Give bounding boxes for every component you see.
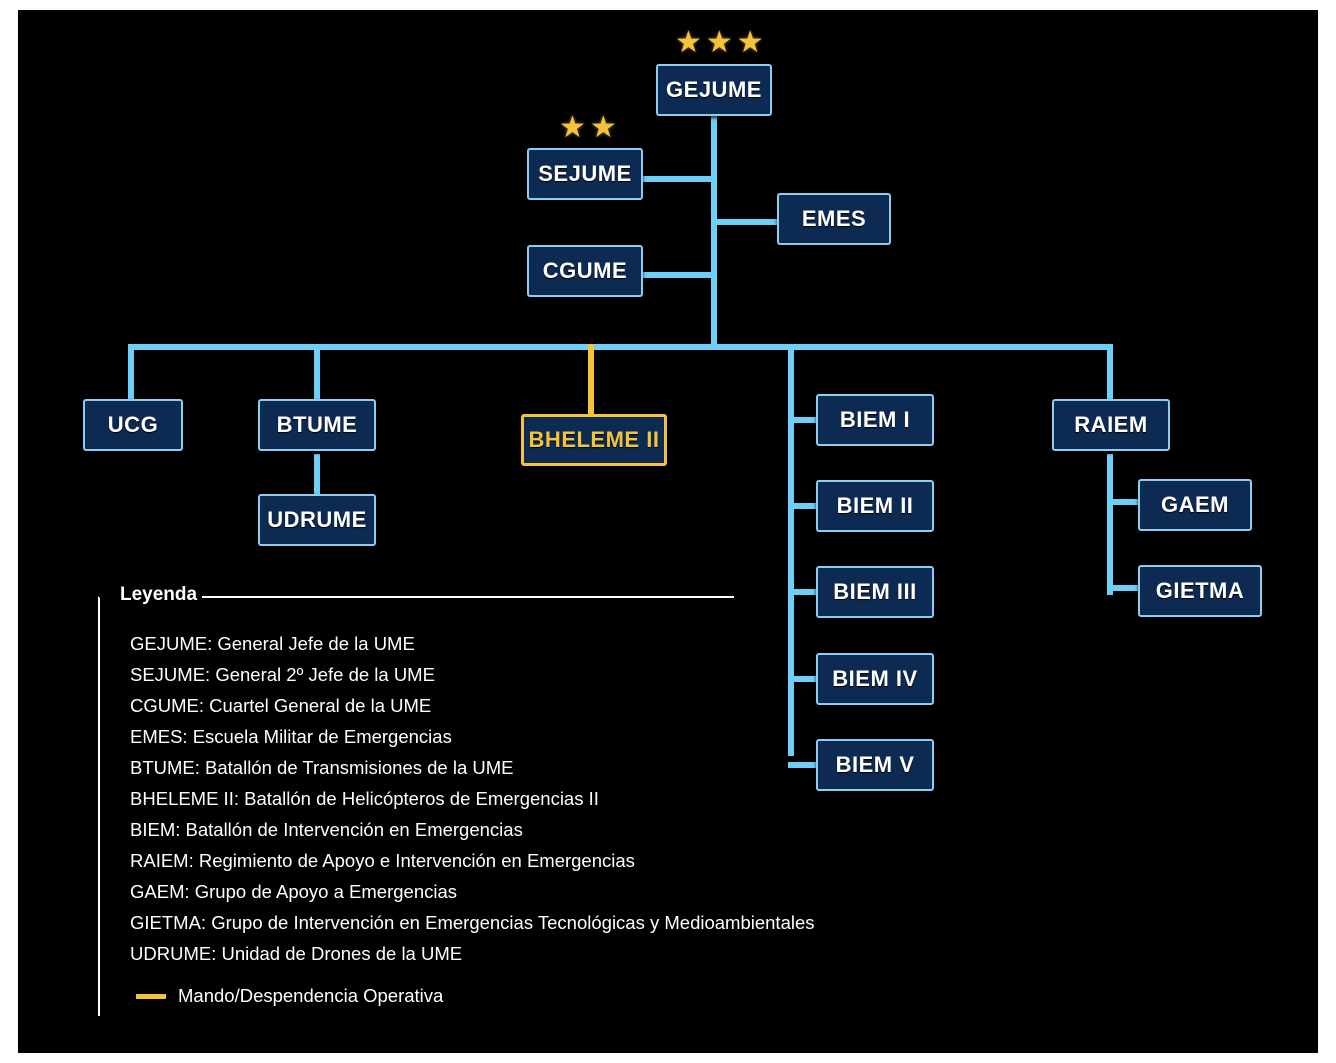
operational-line-swatch — [136, 994, 166, 999]
node-gietma[interactable] — [1138, 565, 1262, 617]
connector-gejume-spine — [711, 115, 717, 350]
connector-drop-btume — [314, 344, 320, 406]
node-bheleme-ii[interactable] — [521, 414, 667, 466]
connector-drop-ucg — [128, 344, 134, 406]
legend-item: BIEM: Batallón de Intervención en Emergencias — [130, 819, 523, 840]
node-biem-iv-label: BIEM IV — [832, 666, 918, 691]
connector-raiem-vertical — [1107, 454, 1113, 595]
node-gaem[interactable] — [1138, 479, 1252, 531]
connector-horizontal-bus — [128, 344, 1113, 350]
node-biem-i-label: BIEM I — [839, 407, 911, 432]
node-biem-i[interactable] — [816, 394, 934, 446]
node-raiem-label: RAIEM — [1074, 412, 1148, 437]
connector-gaem — [1107, 499, 1141, 505]
legend-item: GEJUME: General Jefe de la UME — [130, 633, 415, 654]
node-cgume[interactable] — [527, 245, 643, 297]
legend-frame-top-line — [202, 596, 734, 598]
legend-item: SEJUME: General 2º Jefe de la UME — [130, 664, 435, 685]
legend-item: GAEM: Grupo de Apoyo a Emergencias — [130, 881, 458, 902]
node-biem-ii-label: BIEM II — [836, 493, 914, 518]
node-btume[interactable] — [258, 399, 376, 451]
legend-item: RAIEM: Regimiento de Apoyo e Intervención en Emergencias — [130, 850, 635, 871]
node-biem-ii[interactable] — [816, 480, 934, 532]
node-udrume[interactable] — [258, 494, 376, 546]
legend-item: BTUME: Batallón de Transmisiones de la UME — [130, 757, 514, 778]
legend-item: CGUME: Cuartel General de la UME — [130, 695, 432, 716]
node-biem-v-label: BIEM V — [835, 752, 915, 777]
node-gietma-label: GIETMA — [1155, 578, 1245, 603]
legend-list — [130, 628, 815, 969]
node-ucg[interactable] — [83, 399, 183, 451]
connector-drop-bheleme — [588, 344, 594, 422]
legend-item: BHELEME II: Batallón de Helicópteros de Emergencias II — [130, 788, 599, 809]
node-cgume-label: CGUME — [542, 258, 628, 283]
legend-item: UDRUME: Unidad de Drones de la UME — [130, 943, 463, 964]
sejume-stars: ★★ — [559, 111, 621, 144]
node-gejume[interactable] — [656, 64, 772, 116]
node-biem-iii-label: BIEM III — [833, 579, 917, 604]
node-gejume-label: GEJUME — [666, 77, 762, 102]
node-btume-label: BTUME — [276, 412, 358, 437]
node-udrume-label: UDRUME — [267, 507, 367, 532]
gejume-stars: ★★★ — [675, 26, 768, 59]
legend-operational-label: Mando/Despendencia Operativa — [178, 985, 444, 1006]
organization-chart — [18, 10, 1318, 1053]
legend-title: Leyenda — [120, 584, 198, 605]
node-sejume-label: SEJUME — [538, 161, 632, 186]
node-emes[interactable] — [777, 193, 891, 245]
connector-drop-raiem — [1107, 344, 1113, 406]
node-emes-label: EMES — [801, 206, 867, 231]
legend-item: GIETMA: Grupo de Intervención en Emergencias Tecnológicas y Medioambientales — [130, 912, 815, 933]
connector-emes — [711, 219, 777, 225]
connector-sejume — [643, 176, 717, 182]
node-bheleme-ii-label: BHELEME II — [528, 427, 660, 452]
node-biem-v[interactable] — [816, 739, 934, 791]
node-sejume[interactable] — [527, 148, 643, 200]
node-ucg-label: UCG — [107, 412, 159, 437]
legend-item: EMES: Escuela Militar de Emergencias — [130, 726, 452, 747]
connector-cgume — [643, 272, 717, 278]
node-raiem[interactable] — [1052, 399, 1170, 451]
node-biem-iv[interactable] — [816, 653, 934, 705]
legend-operational-row — [136, 985, 443, 1007]
node-biem-iii[interactable] — [816, 566, 934, 618]
node-gaem-label: GAEM — [1161, 492, 1229, 517]
connector-gietma — [1107, 585, 1141, 591]
